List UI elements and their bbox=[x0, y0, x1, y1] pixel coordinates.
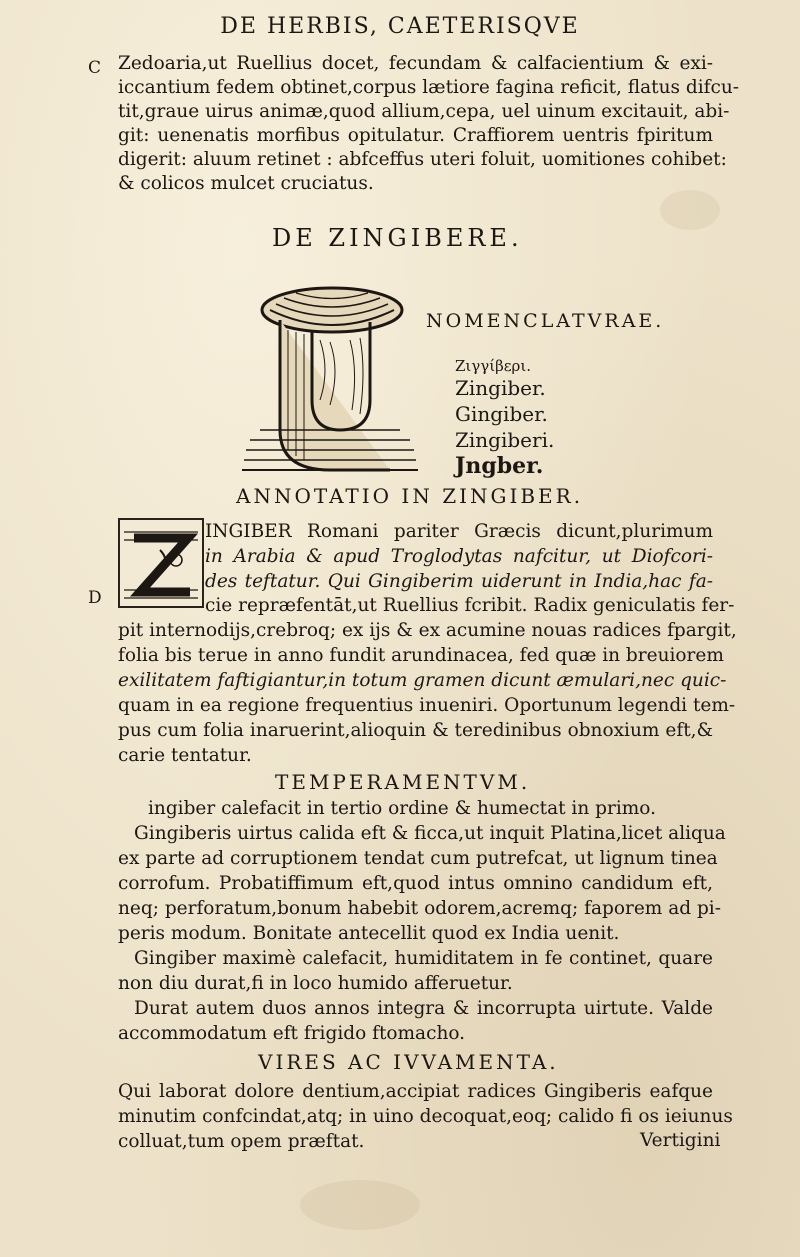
running-head: DE HERBIS, CAETERISQVE bbox=[220, 14, 580, 39]
nomenclature-item: Zingiberi. bbox=[455, 428, 555, 452]
catchword: Vertigini bbox=[640, 1130, 721, 1151]
temperamentum-line: Durat autem duos annos integra & incorrupta uirtute. Valde bbox=[134, 998, 713, 1019]
nomenclature-german: Jngber. bbox=[455, 453, 544, 479]
annotation-line: INGIBER Romani pariter Græcis dicunt,plurimum bbox=[205, 521, 713, 542]
annotation-line: pus cum folia inaruerint,alioquin & teredinibus obnoxium eft,& bbox=[118, 720, 713, 741]
zedoaria-line: iccantium fedem obtinet,corpus lætiore fagina reficit, flatus difcu- bbox=[118, 77, 740, 98]
vires-line: Qui laborat dolore dentium,accipiat radices Gingiberis eafque bbox=[118, 1081, 713, 1102]
vires-title: VIRES AC IVVAMENTA. bbox=[258, 1050, 559, 1074]
nomenclature-title: NOMENCLATVRAE. bbox=[426, 310, 665, 332]
annotation-line: cie repræfentāt,ut Ruellius fcribit. Radix geniculatis fer- bbox=[205, 595, 735, 616]
temperamentum-line: accommodatum eft frigido ftomacho. bbox=[118, 1023, 466, 1044]
nomenclature-item: Zingiber. bbox=[455, 376, 546, 400]
temperamentum-line: Gingiberis uirtus calida eft & ficca,ut inquit Platina,licet aliqua bbox=[134, 823, 726, 844]
temperamentum-line: peris modum. Bonitate antecellit quod ex India uenit. bbox=[118, 923, 620, 944]
zedoaria-line: tit,graue uirus animæ,quod allium,cepa, uel uinum excitauit, abi- bbox=[118, 101, 730, 122]
margin-letter-d: D bbox=[88, 588, 102, 608]
initial-letter-icon bbox=[120, 520, 202, 606]
temperamentum-line: corrofum. Probatiffimum eft,quod intus omnino candidum eft, bbox=[118, 873, 713, 894]
vires-line: colluat,tum opem præftat. bbox=[118, 1131, 365, 1152]
annotation-line: carie tentatur. bbox=[118, 745, 252, 766]
zedoaria-line: git: uenenatis morfibus opitulatur. Craffiorem uentris fpiritum bbox=[118, 125, 713, 146]
annotation-line: des teftatur. Qui Gingiberim uiderunt in India,hac fa- bbox=[205, 571, 713, 592]
annotation-line: quam in ea regione frequentius inueniri. Oportunum legendi tem- bbox=[118, 695, 736, 716]
temperamentum-line: non diu durat,fi in loco humido afferuetur. bbox=[118, 973, 513, 994]
annotation-line: pit internodijs,crebroq; ex ijs & ex acumine nouas radices fpargit, bbox=[118, 620, 737, 641]
paper-stain bbox=[660, 190, 720, 230]
temperamentum-title: TEMPERAMENTVM. bbox=[275, 770, 531, 794]
annotation-line: exilitatem faftigiantur,in totum gramen dicunt æmulari,nec quic- bbox=[118, 670, 727, 691]
annotation-line: folia bis terue in anno fundit arundinacea, fed quæ in breuiorem bbox=[118, 645, 724, 666]
zedoaria-line: Zedoaria,ut Ruellius docet, fecundam & calfacientium & exi- bbox=[118, 53, 713, 74]
decorative-initial-z bbox=[118, 518, 204, 608]
nomenclature-greek: Ζιγγίβερι. bbox=[455, 357, 532, 375]
margin-letter-c: C bbox=[88, 58, 102, 78]
temperamentum-line: ex parte ad corruptionem tendat cum putrefcat, ut lignum tinea bbox=[118, 848, 718, 869]
annotation-line: in Arabia & apud Troglodytas nafcitur, ut Diofcori- bbox=[205, 546, 713, 567]
temperamentum-line: neq; perforatum,bonum habebit odorem,acremq; faporem ad pi- bbox=[118, 898, 721, 919]
temperamentum-line: Gingiber maximè calefacit, humiditatem in fe continet, quare bbox=[134, 948, 713, 969]
paper-stain bbox=[300, 1180, 420, 1230]
zedoaria-line: digerit: aluum retinet : abfceffus uteri foluit, uomitiones cohibet: bbox=[118, 149, 727, 170]
zedoaria-line: & colicos mulcet cruciatus. bbox=[118, 173, 374, 194]
ginger-root-woodcut bbox=[240, 280, 420, 480]
vires-line: minutim confcindat,atq; in uino decoquat,eoq; calido fi os ieiunus bbox=[118, 1106, 733, 1127]
nomenclature-item: Gingiber. bbox=[455, 402, 548, 426]
temperamentum-line: ingiber calefacit in tertio ordine & humectat in primo. bbox=[148, 798, 656, 819]
section-title: DE ZINGIBERE. bbox=[272, 224, 523, 252]
annotation-title: ANNOTATIO IN ZINGIBER. bbox=[236, 484, 584, 508]
